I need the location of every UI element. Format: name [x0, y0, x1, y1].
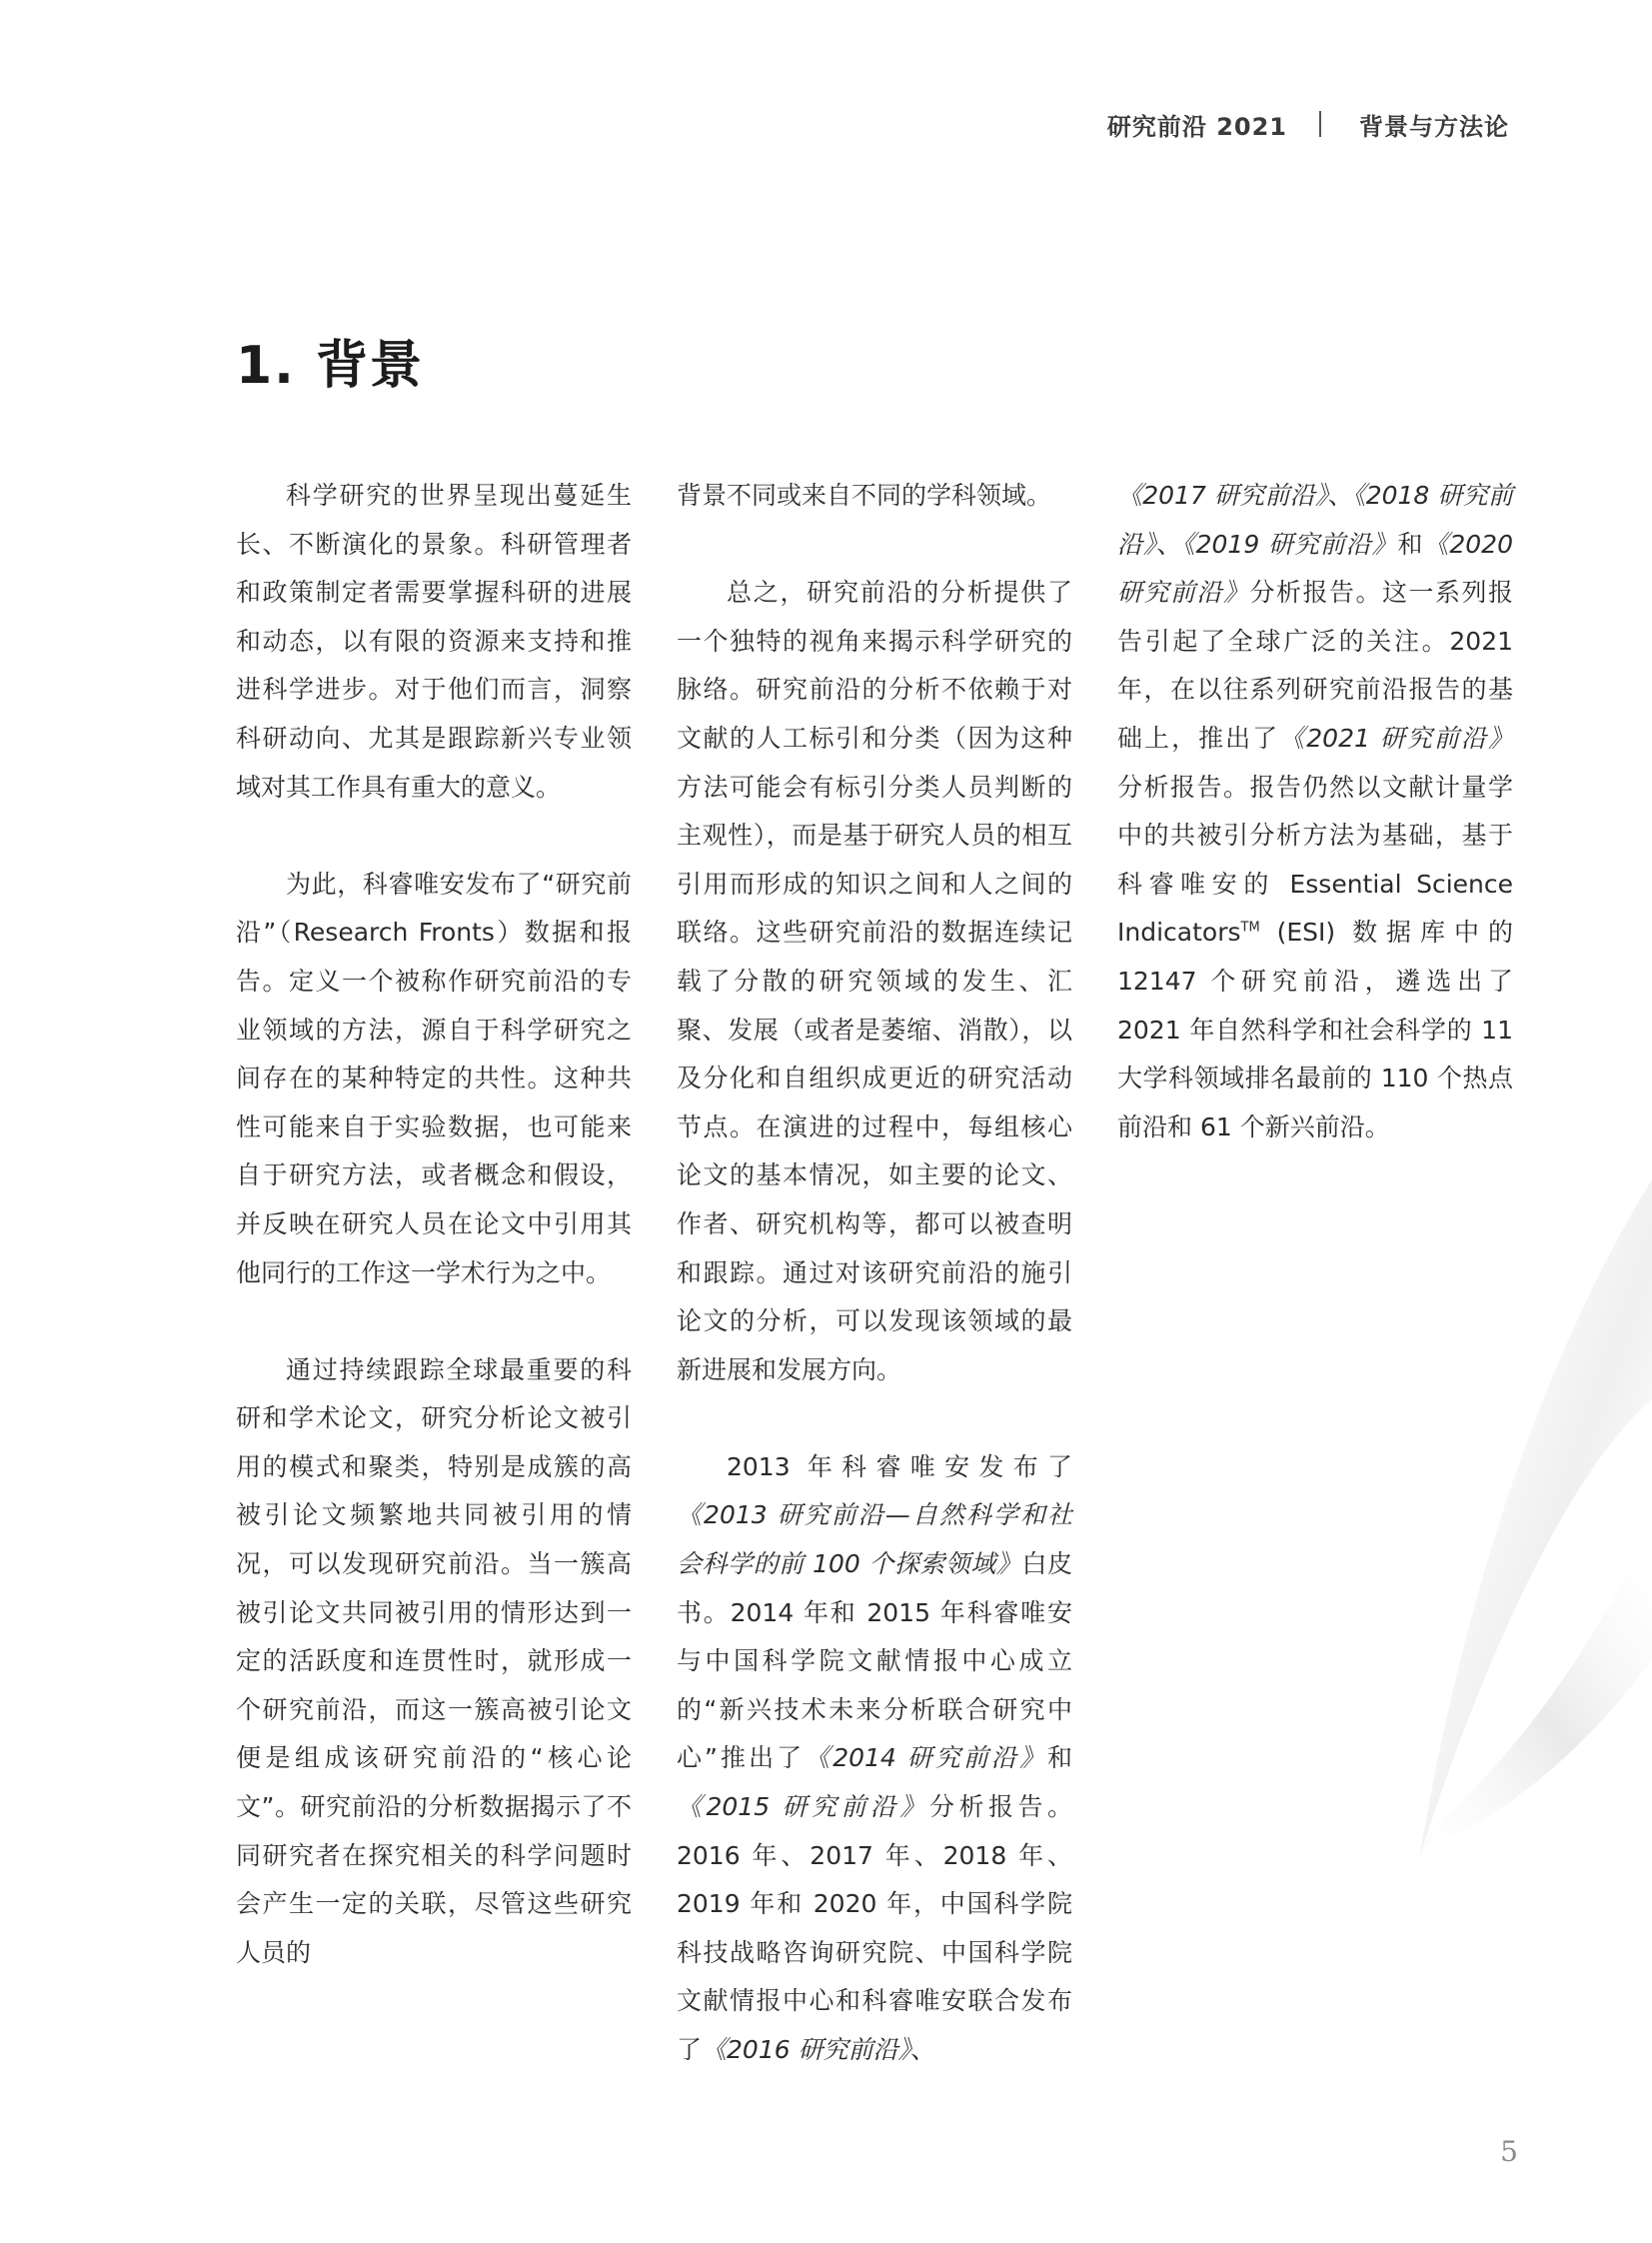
text-column-3 [1117, 472, 1513, 1200]
text-run: (ESI) 数据库中的 12147 个研究前沿，遴选出了 2021 年自然科学和社会科学的 11 大学科领域排名最前的 110 个热点前沿和 61 个新兴前沿。 [1117, 918, 1513, 1141]
report-title-italic: 《2013 研究前沿—自然科学和社会科学的前 100 个探索领域》 [677, 1500, 1072, 1579]
running-header [1107, 104, 1509, 144]
text-run: 白皮书。2014 年和 2015 年科睿唯安与中国科学院文献情报中心成立的“新兴技术未来分析联合研究中心”推出了 [677, 1549, 1072, 1773]
paragraph: 为此，科睿唯安发布了“研究前沿”（Research Fronts）数据和报告。定义一个被称作研究前沿的专业领域的方法，源自于科学研究之间存在的某种特定的共性。这种共性可能来自于实验数据，也可能来自于研究方法，或者概念和假设，并反映在研究人员在论文中引用其他同行的工作这一学术行为之中。 [236, 869, 632, 1287]
paragraph: 科学研究的世界呈现出蔓延生长、不断演化的景象。科研管理者和政策制定者需要掌握科研的进展和动态，以有限的资源来支持和推进科学进步。对于他们而言，洞察科研动向、尤其是跟踪新兴专业领域对其工作具有重大的意义。 [236, 481, 632, 802]
text-run: 、 [1156, 529, 1183, 559]
report-title-italic: 《2019 研究前沿》 [1182, 529, 1398, 559]
paragraph [677, 1443, 1072, 2075]
page-number: 5 [1500, 2135, 1518, 2168]
text-run: 2013 年科睿唯安发布了 [727, 1451, 1072, 1481]
report-title-italic: 《2014 研究前沿》 [805, 1743, 1047, 1773]
report-title-italic: 《2015 研究前沿》 [677, 1792, 930, 1822]
report-title-italic: 《2018 研究前沿》 [1117, 481, 1513, 559]
report-title-italic: 《2021 研究前沿》 [1279, 723, 1513, 753]
section-name: 背景与方法论 [1359, 112, 1509, 141]
text-run: 分析报告。报告仍然以文献计量学中的共被引分析方法为基础，基于科睿唯安的 Essential Science Indicators [1117, 772, 1513, 948]
text-column-2 [677, 472, 1072, 2123]
text-run: 、 [1327, 481, 1353, 510]
text-column-1 [236, 472, 632, 2026]
paragraph: 总之，研究前沿的分析提供了一个独特的视角来揭示科学研究的脉络。研究前沿的分析不依赖于对文献的人工标引和分类（因为这种方法可能会有标引分类人员判断的主观性），而是基于研究人员的相互引用而形成的知识之间和人之间的联络。这些研究前沿的数据连续记载了分散的研究领域的发生、汇聚、发展（或者是萎缩、消散），以及分化和自组织成更近的研究活动节点。在演进的过程中，每组核心论文的基本情况，如主要的论文、作者、研究机构等，都可以被查明和跟踪。通过对该研究前沿的施引论文的分析，可以发现该领域的最新进展和发展方向。 [677, 578, 1072, 1384]
paragraph-continued [1117, 472, 1513, 1151]
section-title: 1. 背景 [236, 336, 425, 396]
report-title-italic: 《2020 研究前沿》 [1117, 529, 1513, 608]
text-run: 、 [910, 2035, 936, 2064]
text-run: 和 [1047, 1743, 1073, 1773]
text-run: 分析报告。2016 年、2017 年、2018 年、2019 年和 2020 年，中国科学院科技战略咨询研究院、中国科学院文献情报中心和科睿唯安联合发布了 [677, 1792, 1072, 2064]
report-title-italic: 《2016 研究前沿》 [702, 2035, 911, 2064]
paragraph-continued: 背景不同或来自不同的学科领域。 [677, 481, 1052, 510]
text-run: 分析报告。这一系列报告引起了全球广泛的关注。2021 年，在以往系列研究前沿报告的基础上，推出了 [1117, 578, 1513, 753]
trademark-superscript: TM [1240, 921, 1260, 937]
header-separator [1319, 111, 1321, 137]
text-run: 和 [1397, 529, 1424, 559]
report-title-italic: 《2017 研究前沿》 [1117, 481, 1328, 510]
paragraph: 通过持续跟踪全球最重要的科研和学术论文，研究分析论文被引用的模式和聚类，特别是成簇的高被引论文频繁地共同被引用的情况，可以发现研究前沿。当一簇高被引论文共同被引用的情形达到一定的活跃度和连贯性时，就形成一个研究前沿，而这一簇高被引论文便是组成该研究前沿的“核心论文”。研究前沿的分析数据揭示了不同研究者在探究相关的科学问题时会产生一定的关联，尽管这些研究人员的 [236, 1354, 632, 1967]
report-name: 研究前沿 2021 [1106, 112, 1287, 141]
